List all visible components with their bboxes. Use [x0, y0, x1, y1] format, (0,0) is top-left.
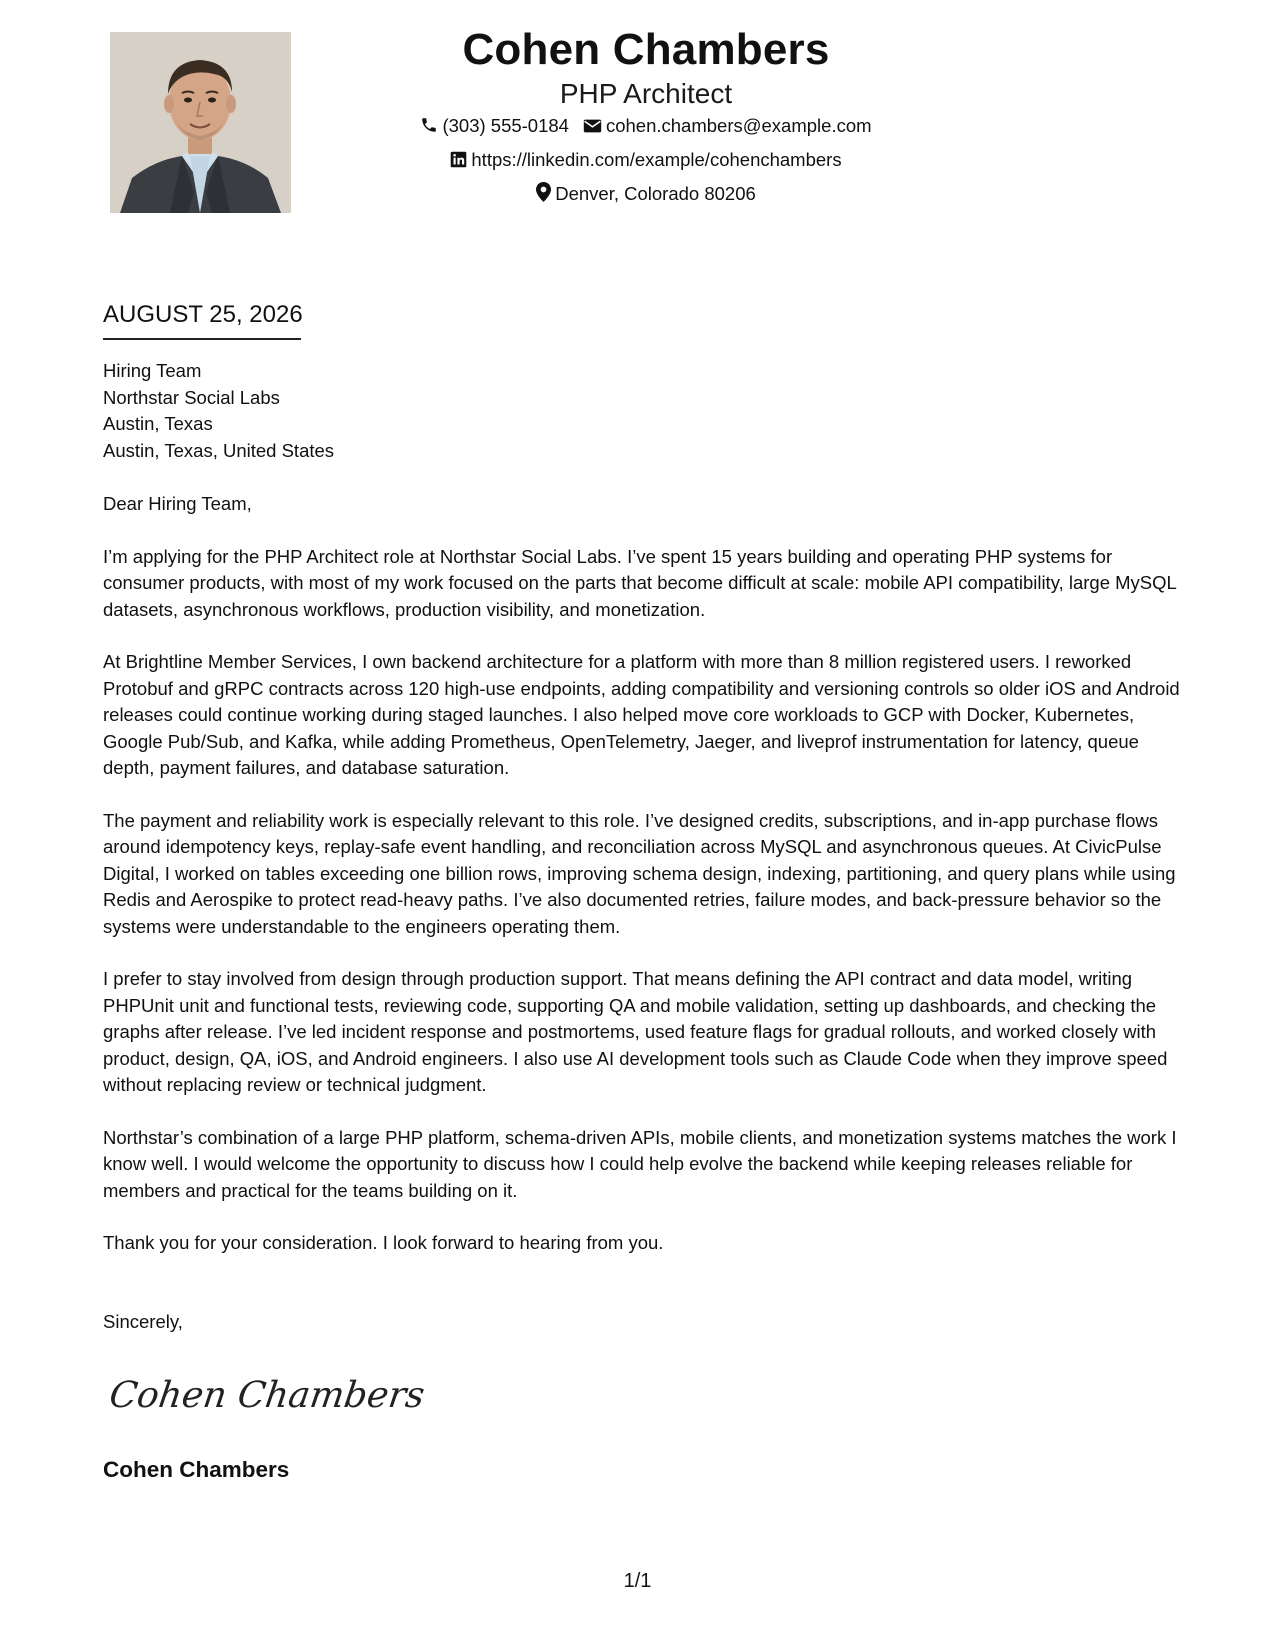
recipient-line: Hiring Team [103, 360, 202, 381]
body-paragraph: At Brightline Member Services, I own backend architecture for a platform with more than 8 million registered users. I reworked Protobuf and gRPC contracts across 120 high-use endpoints, adding compatibility and versioning controls so older iOS and Android releases could continue working during staged launches. I also helped move core workloads to GCP with Docker, Kubernetes, Google Pub/Sub, and Kafka, while adding Prometheus, OpenTelemetry, Jaeger, and liveprof instrumentation for latency, queue depth, payment failures, and database saturation. [103, 651, 1180, 778]
profile-photo [110, 32, 291, 213]
linkedin-icon [450, 146, 467, 178]
recipient-line: Austin, Texas [103, 413, 213, 434]
email-address[interactable]: cohen.chambers@example.com [605, 115, 872, 136]
letter-body [103, 491, 1183, 1283]
contact-line-location [340, 178, 952, 212]
contact-line-linkedin [340, 144, 952, 178]
letter-date: AUGUST 25, 2026 [103, 301, 303, 328]
body-paragraph: The payment and reliability work is especially relevant to this role. I’ve designed credits, subscriptions, and in-app purchase flows around idempotency keys, replay-safe event handling, and reconciliation across MySQL and asynchronous queues. At CivicPulse Digital, I worked on tables exceeding one billion rows, improving schema design, indexing, partitioning, and query plans while using Redis and Aerospike to protect read-heavy paths. I’ve also documented retries, failure modes, and back-pressure behavior so the systems were understandable to the engineers operating them. [103, 809, 1176, 937]
body-paragraph: Northstar’s combination of a large PHP platform, schema-driven APIs, mobile clients, and monetization systems matches the work I know well. I would welcome the opportunity to discuss how I could help evolve the backend while keeping releases reliable for members and practical for the teams building on it. [103, 1126, 1177, 1201]
phone-icon [420, 112, 438, 144]
recipient-line: Austin, Texas, United States [103, 439, 335, 461]
linkedin-url[interactable]: https://linkedin.com/example/cohenchambers [471, 149, 842, 170]
body-paragraph: Thank you for your consideration. I look forward to hearing from you. [103, 1232, 664, 1253]
body-paragraph: I’m applying for the PHP Architect role at Northstar Social Labs. I’ve spent 15 years building and operating PHP systems for consumer products, with most of my work focused on the parts that become difficult at scale: mobile API compatibility, large MySQL datasets, asynchronous workflows, production visibility, and monetization. [103, 545, 1177, 620]
location-text: Denver, Colorado 80206 [555, 183, 756, 204]
applicant-name: Cohen Chambers [462, 25, 830, 74]
handwritten-signature [106, 1365, 428, 1430]
recipient-address [103, 358, 334, 464]
closing-phrase: Sincerely, [103, 1311, 183, 1332]
svg-text:Cohen Chambers: Cohen Chambers [106, 1373, 428, 1416]
job-title: PHP Architect [559, 78, 733, 109]
date-underline [103, 338, 301, 340]
salutation: Dear Hiring Team, [103, 493, 252, 514]
phone-number[interactable]: (303) 555-0184 [442, 115, 569, 136]
signed-name: Cohen Chambers [103, 1457, 290, 1482]
contact-line-phone-email [340, 110, 952, 144]
map-pin-icon [536, 180, 551, 212]
envelope-icon [583, 112, 602, 144]
contact-header [340, 22, 952, 212]
page-number: 1/1 [623, 1570, 652, 1592]
recipient-line: Northstar Social Labs [103, 386, 280, 408]
body-paragraph: I prefer to stay involved from design through production support. That means defining the API contract and data model, writing PHPUnit unit and functional tests, reviewing code, supporting QA and mobile validation, setting up dashboards, and checking the graphs after release. I’ve led incident response and postmortems, used feature flags for gradual rollouts, and worked closely with product, design, QA, iOS, and Android engineers. I also use AI development tools such as Claude Code when they improve speed without replacing review or technical judgment. [103, 968, 1168, 1095]
portrait-image [110, 32, 291, 213]
